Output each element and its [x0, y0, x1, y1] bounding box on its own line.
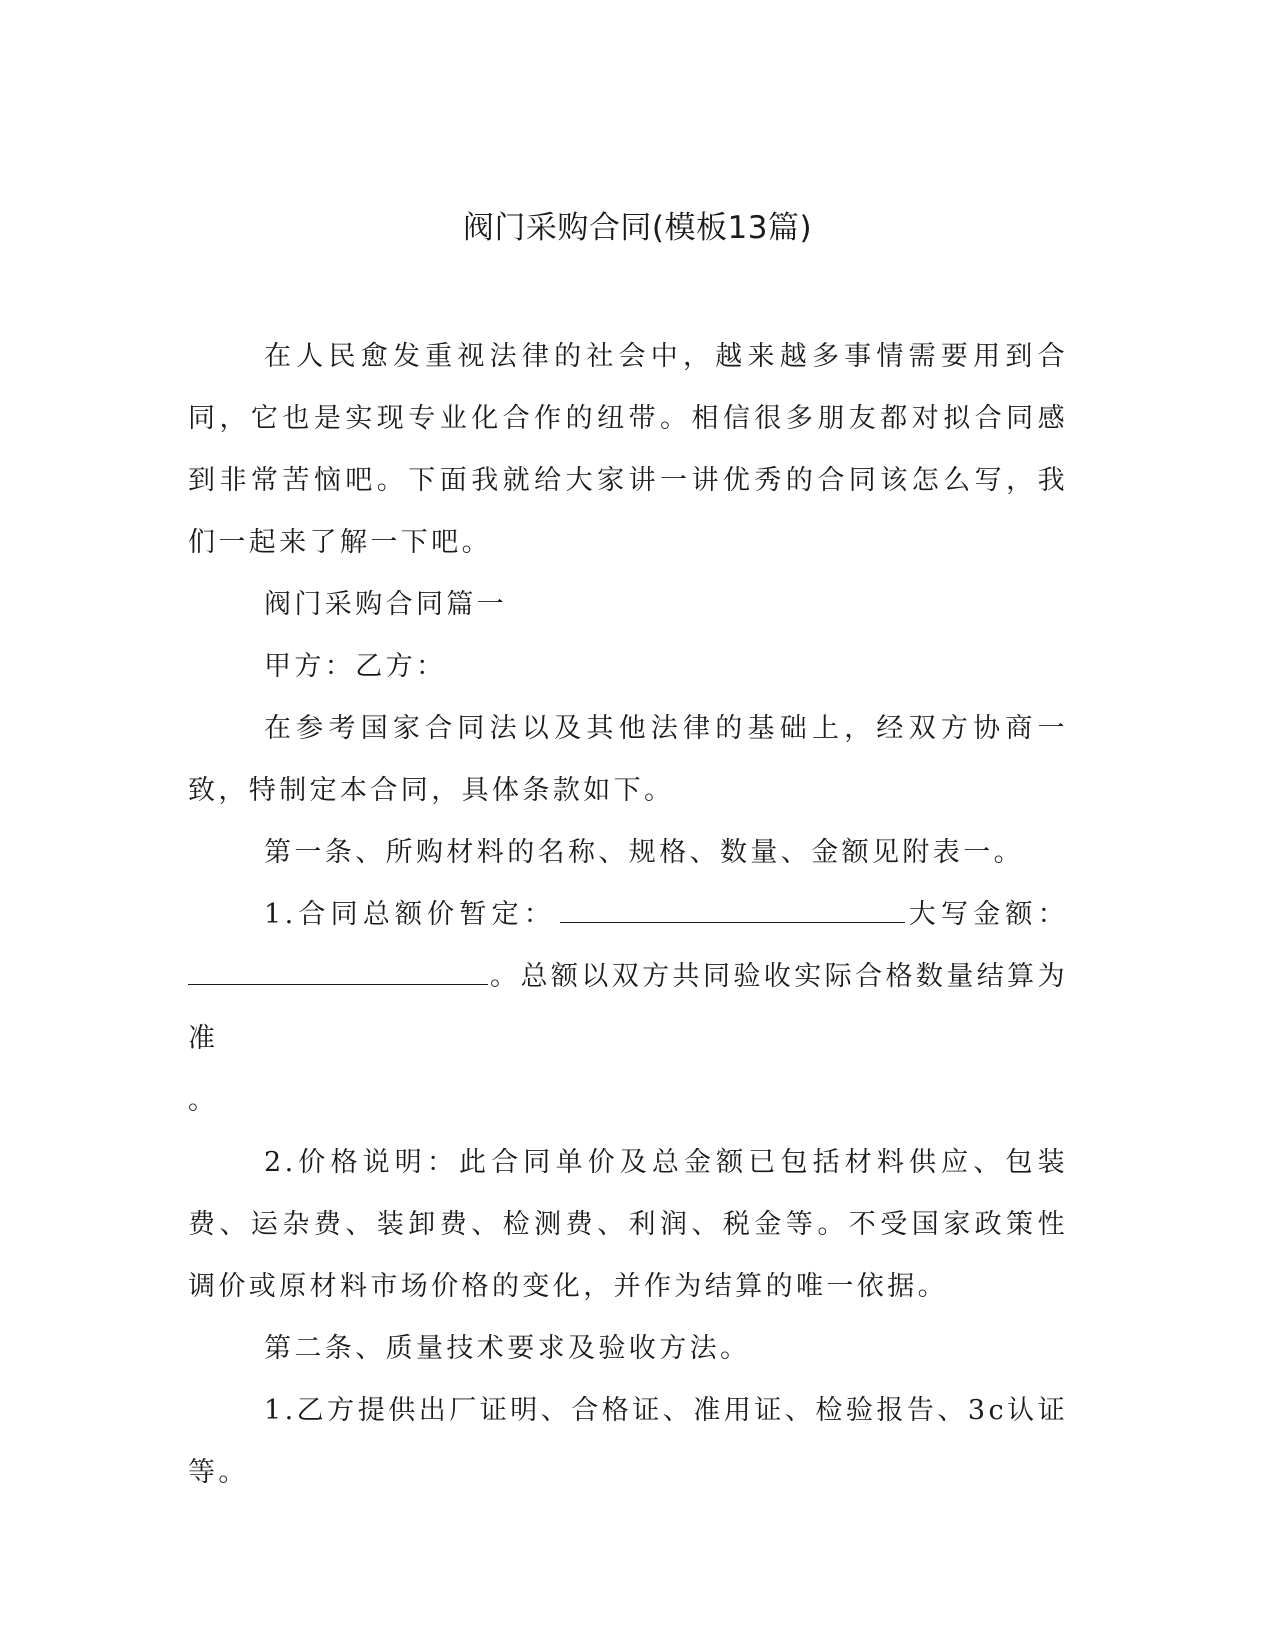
document-body	[188, 326, 1068, 1504]
amount-in-words-blank[interactable]	[188, 954, 488, 985]
section-heading: 阀门采购合同篇一	[264, 589, 508, 620]
article2-heading: 第二条、质量技术要求及验收方法。	[264, 1333, 751, 1364]
settlement-note: 。总额以双方共同验收实际合格数量结算为准	[188, 961, 1068, 1054]
article1-item1-end: 。	[188, 1085, 219, 1116]
article1-item2: 2.价格说明：此合同单价及总金额已包括材料供应、包装费、运杂费、装卸费、检测费、利润、税金等。不受国家政策性调价或原材料市场价格的变化，并作为结算的唯一依据。	[188, 1147, 1068, 1302]
document-title: 阀门采购合同(模板13篇)	[462, 210, 813, 246]
article1-item1	[188, 884, 1068, 1070]
article2-item1: 1.乙方提供出厂证明、合格证、准用证、检验报告、3c认证等。	[188, 1395, 1068, 1488]
article1-heading: 第一条、所购材料的名称、规格、数量、金额见附表一。	[264, 837, 1024, 868]
total-price-label: 1.合同总额价暂定：	[264, 899, 556, 930]
total-price-blank[interactable]	[560, 892, 905, 923]
preamble-paragraph: 在参考国家合同法以及其他法律的基础上，经双方协商一致，特制定本合同，具体条款如下。	[188, 713, 1068, 806]
parties-line: 甲方：乙方：	[264, 651, 447, 682]
intro-paragraph: 在人民愈发重视法律的社会中，越来越多事情需要用到合同，它也是实现专业化合作的纽带。相信很多朋友都对拟合同感到非常苦恼吧。下面我就给大家讲一讲优秀的合同该怎么写，我们一起来了解一下吧。	[188, 341, 1068, 558]
amount-in-words-label: 大写金额：	[906, 899, 1068, 930]
